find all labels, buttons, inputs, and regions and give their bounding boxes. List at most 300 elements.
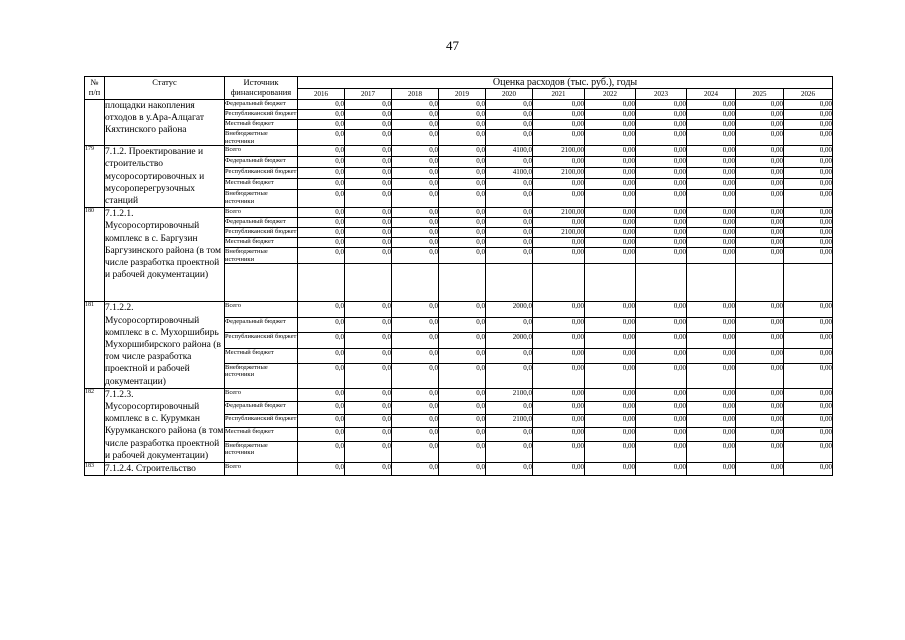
value-cell-2025: 0,00 <box>736 157 784 168</box>
value-cell-2026: 0,00 <box>784 168 833 179</box>
source-cell: Всего <box>225 388 298 401</box>
row-number: 180 <box>85 208 105 302</box>
blank-cell <box>345 264 392 302</box>
value-cell-2025: 0,00 <box>736 415 784 428</box>
value-cell-2026: 0,00 <box>784 415 833 428</box>
value-cell-2019: 0,0 <box>439 415 486 428</box>
value-cell-2024: 0,00 <box>687 110 736 120</box>
value-cell-2024: 0,00 <box>687 333 736 348</box>
source-cell: Внебюджетные источники <box>225 248 298 264</box>
value-cell-2020: 0,0 <box>486 363 533 388</box>
table-row <box>85 463 833 476</box>
source-cell: Федеральный бюджет <box>225 218 298 228</box>
value-cell-2023: 0,00 <box>636 441 687 462</box>
value-cell-2021: 0,00 <box>533 388 585 401</box>
value-cell-2018: 0,0 <box>392 146 439 157</box>
value-cell-2023: 0,00 <box>636 168 687 179</box>
source-cell: Внебюджетные источники <box>225 363 298 388</box>
value-cell-2026: 0,00 <box>784 218 833 228</box>
value-cell-2023: 0,00 <box>636 146 687 157</box>
value-cell-2021: 0,00 <box>533 110 585 120</box>
value-cell-2022: 0,00 <box>585 179 636 190</box>
value-cell-2025: 0,00 <box>736 228 784 238</box>
value-cell-2023: 0,00 <box>636 238 687 248</box>
value-cell-2018: 0,0 <box>392 130 439 146</box>
value-cell-2017: 0,0 <box>345 146 392 157</box>
value-cell-2019: 0,0 <box>439 228 486 238</box>
value-cell-2021: 0,00 <box>533 238 585 248</box>
value-cell-2017: 0,0 <box>345 120 392 130</box>
value-cell-2020: 0,0 <box>486 348 533 363</box>
value-cell-2025: 0,00 <box>736 130 784 146</box>
value-cell-2024: 0,00 <box>687 317 736 332</box>
status-cell: 7.1.2.2. Мусоросортировочный комплекс в с. Мухоршибирь Мухоршибирского района (в том числе разработка проектной и рабочей документации) <box>105 302 225 388</box>
value-cell-2023: 0,00 <box>636 100 687 110</box>
value-cell-2019: 0,0 <box>439 110 486 120</box>
value-cell-2021: 0,00 <box>533 317 585 332</box>
source-cell: Республиканский бюджет <box>225 415 298 428</box>
value-cell-2025: 0,00 <box>736 363 784 388</box>
value-cell-2017: 0,0 <box>345 463 392 476</box>
value-cell-2019: 0,0 <box>439 218 486 228</box>
value-cell-2024: 0,00 <box>687 218 736 228</box>
value-cell-2024: 0,00 <box>687 100 736 110</box>
value-cell-2021: 2100,00 <box>533 146 585 157</box>
value-cell-2023: 0,00 <box>636 157 687 168</box>
value-cell-2018: 0,0 <box>392 348 439 363</box>
source-cell: Внебюджетные источники <box>225 190 298 208</box>
source-cell: Республиканский бюджет <box>225 333 298 348</box>
blank-cell <box>687 264 736 302</box>
value-cell-2022: 0,00 <box>585 190 636 208</box>
value-cell-2021: 0,00 <box>533 302 585 317</box>
value-cell-2023: 0,00 <box>636 348 687 363</box>
value-cell-2019: 0,0 <box>439 146 486 157</box>
value-cell-2020: 2000,0 <box>486 333 533 348</box>
row-number: 179 <box>85 146 105 208</box>
value-cell-2024: 0,00 <box>687 463 736 476</box>
value-cell-2025: 0,00 <box>736 302 784 317</box>
value-cell-2020: 2100,0 <box>486 415 533 428</box>
value-cell-2016: 0,0 <box>298 130 345 146</box>
value-cell-2017: 0,0 <box>345 348 392 363</box>
year-header-2017: 2017 <box>345 89 392 100</box>
value-cell-2019: 0,0 <box>439 168 486 179</box>
source-cell: Внебюджетные источники <box>225 130 298 146</box>
value-cell-2021: 0,00 <box>533 333 585 348</box>
value-cell-2023: 0,00 <box>636 208 687 218</box>
value-cell-2023: 0,00 <box>636 415 687 428</box>
value-cell-2021: 0,00 <box>533 157 585 168</box>
value-cell-2016: 0,0 <box>298 428 345 441</box>
value-cell-2024: 0,00 <box>687 302 736 317</box>
value-cell-2020: 0,0 <box>486 190 533 208</box>
value-cell-2022: 0,00 <box>585 157 636 168</box>
value-cell-2019: 0,0 <box>439 388 486 401</box>
table-body <box>85 100 833 476</box>
value-cell-2021: 2100,00 <box>533 228 585 238</box>
value-cell-2021: 0,00 <box>533 363 585 388</box>
value-cell-2023: 0,00 <box>636 428 687 441</box>
value-cell-2022: 0,00 <box>585 441 636 462</box>
value-cell-2025: 0,00 <box>736 238 784 248</box>
year-header-2023: 2023 <box>636 89 687 100</box>
value-cell-2020: 0,0 <box>486 100 533 110</box>
value-cell-2024: 0,00 <box>687 238 736 248</box>
value-cell-2017: 0,0 <box>345 248 392 264</box>
value-cell-2018: 0,0 <box>392 388 439 401</box>
value-cell-2026: 0,00 <box>784 402 833 415</box>
value-cell-2024: 0,00 <box>687 415 736 428</box>
blank-cell <box>392 264 439 302</box>
value-cell-2022: 0,00 <box>585 168 636 179</box>
value-cell-2022: 0,00 <box>585 238 636 248</box>
value-cell-2018: 0,0 <box>392 168 439 179</box>
value-cell-2026: 0,00 <box>784 228 833 238</box>
value-cell-2025: 0,00 <box>736 100 784 110</box>
year-header-2020: 2020 <box>486 89 533 100</box>
source-cell: Местный бюджет <box>225 179 298 190</box>
value-cell-2021: 0,00 <box>533 463 585 476</box>
value-cell-2022: 0,00 <box>585 228 636 238</box>
value-cell-2017: 0,0 <box>345 179 392 190</box>
value-cell-2018: 0,0 <box>392 463 439 476</box>
value-cell-2022: 0,00 <box>585 463 636 476</box>
value-cell-2021: 0,00 <box>533 348 585 363</box>
value-cell-2023: 0,00 <box>636 388 687 401</box>
value-cell-2016: 0,0 <box>298 248 345 264</box>
row-number <box>85 100 105 146</box>
value-cell-2019: 0,0 <box>439 333 486 348</box>
value-cell-2017: 0,0 <box>345 402 392 415</box>
value-cell-2024: 0,00 <box>687 363 736 388</box>
value-cell-2016: 0,0 <box>298 168 345 179</box>
value-cell-2018: 0,0 <box>392 428 439 441</box>
value-cell-2026: 0,00 <box>784 157 833 168</box>
value-cell-2025: 0,00 <box>736 190 784 208</box>
value-cell-2019: 0,0 <box>439 179 486 190</box>
table-row <box>85 100 833 110</box>
value-cell-2016: 0,0 <box>298 157 345 168</box>
value-cell-2025: 0,00 <box>736 333 784 348</box>
value-cell-2021: 0,00 <box>533 218 585 228</box>
value-cell-2016: 0,0 <box>298 402 345 415</box>
value-cell-2023: 0,00 <box>636 248 687 264</box>
value-cell-2026: 0,00 <box>784 110 833 120</box>
col-header-status: Статус <box>105 77 225 100</box>
value-cell-2017: 0,0 <box>345 157 392 168</box>
value-cell-2023: 0,00 <box>636 179 687 190</box>
value-cell-2023: 0,00 <box>636 110 687 120</box>
value-cell-2019: 0,0 <box>439 317 486 332</box>
value-cell-2022: 0,00 <box>585 120 636 130</box>
value-cell-2024: 0,00 <box>687 441 736 462</box>
value-cell-2023: 0,00 <box>636 120 687 130</box>
value-cell-2021: 0,00 <box>533 248 585 264</box>
status-cell: 7.1.2.4. Строительство <box>105 463 225 476</box>
value-cell-2021: 2100,00 <box>533 208 585 218</box>
value-cell-2021: 0,00 <box>533 441 585 462</box>
value-cell-2026: 0,00 <box>784 238 833 248</box>
value-cell-2026: 0,00 <box>784 333 833 348</box>
value-cell-2020: 0,0 <box>486 110 533 120</box>
value-cell-2022: 0,00 <box>585 428 636 441</box>
value-cell-2020: 0,0 <box>486 238 533 248</box>
value-cell-2016: 0,0 <box>298 415 345 428</box>
value-cell-2018: 0,0 <box>392 402 439 415</box>
source-cell: Внебюджетные источники <box>225 441 298 462</box>
value-cell-2019: 0,0 <box>439 428 486 441</box>
blank-cell <box>585 264 636 302</box>
value-cell-2019: 0,0 <box>439 363 486 388</box>
value-cell-2019: 0,0 <box>439 190 486 208</box>
value-cell-2024: 0,00 <box>687 248 736 264</box>
value-cell-2023: 0,00 <box>636 333 687 348</box>
value-cell-2019: 0,0 <box>439 348 486 363</box>
blank-cell <box>636 264 687 302</box>
value-cell-2026: 0,00 <box>784 146 833 157</box>
blank-cell <box>784 264 833 302</box>
value-cell-2021: 0,00 <box>533 190 585 208</box>
row-number: 183 <box>85 463 105 476</box>
value-cell-2016: 0,0 <box>298 388 345 401</box>
value-cell-2016: 0,0 <box>298 179 345 190</box>
value-cell-2025: 0,00 <box>736 208 784 218</box>
year-header-2018: 2018 <box>392 89 439 100</box>
value-cell-2016: 0,0 <box>298 348 345 363</box>
value-cell-2016: 0,0 <box>298 363 345 388</box>
value-cell-2022: 0,00 <box>585 248 636 264</box>
row-number: 181 <box>85 302 105 388</box>
value-cell-2021: 0,00 <box>533 179 585 190</box>
value-cell-2022: 0,00 <box>585 333 636 348</box>
value-cell-2023: 0,00 <box>636 218 687 228</box>
value-cell-2023: 0,00 <box>636 402 687 415</box>
value-cell-2017: 0,0 <box>345 333 392 348</box>
value-cell-2025: 0,00 <box>736 120 784 130</box>
year-header-2021: 2021 <box>533 89 585 100</box>
value-cell-2021: 0,00 <box>533 402 585 415</box>
value-cell-2024: 0,00 <box>687 402 736 415</box>
value-cell-2017: 0,0 <box>345 428 392 441</box>
value-cell-2016: 0,0 <box>298 317 345 332</box>
value-cell-2020: 0,0 <box>486 441 533 462</box>
value-cell-2018: 0,0 <box>392 110 439 120</box>
value-cell-2022: 0,00 <box>585 146 636 157</box>
table-row <box>85 146 833 157</box>
value-cell-2023: 0,00 <box>636 130 687 146</box>
value-cell-2022: 0,00 <box>585 415 636 428</box>
value-cell-2026: 0,00 <box>784 441 833 462</box>
page-number: 47 <box>446 38 459 53</box>
value-cell-2020: 0,0 <box>486 208 533 218</box>
source-cell: Местный бюджет <box>225 238 298 248</box>
source-cell: Всего <box>225 463 298 476</box>
value-cell-2020: 2100,0 <box>486 388 533 401</box>
blank-cell <box>533 264 585 302</box>
source-cell: Всего <box>225 302 298 317</box>
value-cell-2016: 0,0 <box>298 100 345 110</box>
status-cell: 7.1.2.1. Мусоросортировочный комплекс в с. Баргузин Баргузинского района (в том числе разработка проектной и рабочей документации) <box>105 208 225 302</box>
value-cell-2016: 0,0 <box>298 110 345 120</box>
value-cell-2025: 0,00 <box>736 317 784 332</box>
value-cell-2018: 0,0 <box>392 120 439 130</box>
value-cell-2024: 0,00 <box>687 190 736 208</box>
blank-cell <box>486 264 533 302</box>
value-cell-2025: 0,00 <box>736 463 784 476</box>
source-cell: Местный бюджет <box>225 428 298 441</box>
source-cell: Федеральный бюджет <box>225 402 298 415</box>
value-cell-2017: 0,0 <box>345 228 392 238</box>
year-header-2019: 2019 <box>439 89 486 100</box>
year-header-2025: 2025 <box>736 89 784 100</box>
value-cell-2017: 0,0 <box>345 190 392 208</box>
source-cell: Местный бюджет <box>225 348 298 363</box>
value-cell-2025: 0,00 <box>736 348 784 363</box>
value-cell-2020: 0,0 <box>486 228 533 238</box>
blank-cell <box>298 264 345 302</box>
value-cell-2019: 0,0 <box>439 248 486 264</box>
value-cell-2025: 0,00 <box>736 168 784 179</box>
value-cell-2018: 0,0 <box>392 238 439 248</box>
value-cell-2022: 0,00 <box>585 388 636 401</box>
value-cell-2017: 0,0 <box>345 302 392 317</box>
value-cell-2024: 0,00 <box>687 179 736 190</box>
value-cell-2022: 0,00 <box>585 317 636 332</box>
value-cell-2021: 0,00 <box>533 100 585 110</box>
value-cell-2021: 0,00 <box>533 428 585 441</box>
value-cell-2019: 0,0 <box>439 302 486 317</box>
value-cell-2020: 0,0 <box>486 428 533 441</box>
value-cell-2019: 0,0 <box>439 238 486 248</box>
value-cell-2019: 0,0 <box>439 208 486 218</box>
value-cell-2026: 0,00 <box>784 130 833 146</box>
value-cell-2025: 0,00 <box>736 248 784 264</box>
value-cell-2026: 0,00 <box>784 388 833 401</box>
year-header-2024: 2024 <box>687 89 736 100</box>
value-cell-2022: 0,00 <box>585 110 636 120</box>
value-cell-2020: 0,0 <box>486 317 533 332</box>
value-cell-2024: 0,00 <box>687 146 736 157</box>
value-cell-2022: 0,00 <box>585 363 636 388</box>
value-cell-2026: 0,00 <box>784 120 833 130</box>
value-cell-2026: 0,00 <box>784 248 833 264</box>
value-cell-2018: 0,0 <box>392 218 439 228</box>
value-cell-2024: 0,00 <box>687 168 736 179</box>
col-header-estimate: Оценка расходов (тыс. руб.), годы <box>298 77 833 89</box>
table-row <box>85 388 833 401</box>
value-cell-2017: 0,0 <box>345 363 392 388</box>
value-cell-2018: 0,0 <box>392 248 439 264</box>
table-row <box>85 208 833 218</box>
value-cell-2023: 0,00 <box>636 317 687 332</box>
source-cell: Местный бюджет <box>225 120 298 130</box>
value-cell-2020: 0,0 <box>486 130 533 146</box>
source-cell: Федеральный бюджет <box>225 317 298 332</box>
value-cell-2018: 0,0 <box>392 157 439 168</box>
value-cell-2018: 0,0 <box>392 363 439 388</box>
value-cell-2016: 0,0 <box>298 302 345 317</box>
value-cell-2023: 0,00 <box>636 302 687 317</box>
value-cell-2022: 0,00 <box>585 302 636 317</box>
value-cell-2020: 0,0 <box>486 402 533 415</box>
value-cell-2022: 0,00 <box>585 100 636 110</box>
value-cell-2025: 0,00 <box>736 441 784 462</box>
value-cell-2016: 0,0 <box>298 120 345 130</box>
value-cell-2020: 0,0 <box>486 157 533 168</box>
value-cell-2025: 0,00 <box>736 402 784 415</box>
value-cell-2026: 0,00 <box>784 348 833 363</box>
value-cell-2024: 0,00 <box>687 157 736 168</box>
value-cell-2018: 0,0 <box>392 190 439 208</box>
value-cell-2019: 0,0 <box>439 441 486 462</box>
status-cell: 7.1.2.3. Мусоросортировочный комплекс в с. Курумкан Курумканского района (в том числе разработка проектной и рабочей документации) <box>105 389 224 461</box>
source-cell: Федеральный бюджет <box>225 157 298 168</box>
value-cell-2020: 4100,0 <box>486 168 533 179</box>
value-cell-2017: 0,0 <box>345 415 392 428</box>
value-cell-2016: 0,0 <box>298 146 345 157</box>
year-header-2016: 2016 <box>298 89 345 100</box>
col-header-number: № п/п <box>85 77 105 100</box>
value-cell-2024: 0,00 <box>687 388 736 401</box>
value-cell-2022: 0,00 <box>585 218 636 228</box>
value-cell-2024: 0,00 <box>687 208 736 218</box>
value-cell-2020: 0,0 <box>486 248 533 264</box>
budget-table <box>84 76 833 476</box>
value-cell-2018: 0,0 <box>392 179 439 190</box>
value-cell-2016: 0,0 <box>298 208 345 218</box>
value-cell-2016: 0,0 <box>298 441 345 462</box>
source-cell: Республиканский бюджет <box>225 168 298 179</box>
value-cell-2021: 0,00 <box>533 415 585 428</box>
value-cell-2019: 0,0 <box>439 120 486 130</box>
year-header-2022: 2022 <box>585 89 636 100</box>
value-cell-2022: 0,00 <box>585 402 636 415</box>
value-cell-2026: 0,00 <box>784 208 833 218</box>
value-cell-2017: 0,0 <box>345 317 392 332</box>
value-cell-2018: 0,0 <box>392 228 439 238</box>
value-cell-2018: 0,0 <box>392 333 439 348</box>
status-cell: площадки накопления отходов в у.Ара-Алцагат Кяхтинского района <box>105 100 225 146</box>
blank-cell <box>439 264 486 302</box>
value-cell-2025: 0,00 <box>736 179 784 190</box>
value-cell-2022: 0,00 <box>585 348 636 363</box>
value-cell-2024: 0,00 <box>687 348 736 363</box>
value-cell-2016: 0,0 <box>298 333 345 348</box>
blank-cell <box>736 264 784 302</box>
year-header-2026: 2026 <box>784 89 833 100</box>
value-cell-2017: 0,0 <box>345 110 392 120</box>
value-cell-2018: 0,0 <box>392 208 439 218</box>
value-cell-2016: 0,0 <box>298 190 345 208</box>
source-cell: Всего <box>225 208 298 218</box>
value-cell-2024: 0,00 <box>687 428 736 441</box>
value-cell-2020: 4100,0 <box>486 146 533 157</box>
source-cell: Республиканский бюджет <box>225 110 298 120</box>
source-cell: Всего <box>225 146 298 157</box>
value-cell-2018: 0,0 <box>392 100 439 110</box>
value-cell-2020: 2000,0 <box>486 302 533 317</box>
value-cell-2024: 0,00 <box>687 228 736 238</box>
value-cell-2025: 0,00 <box>736 146 784 157</box>
value-cell-2021: 2100,00 <box>533 168 585 179</box>
table-row <box>85 302 833 317</box>
value-cell-2026: 0,00 <box>784 100 833 110</box>
value-cell-2017: 0,0 <box>345 441 392 462</box>
value-cell-2021: 0,00 <box>533 120 585 130</box>
source-cell: Республиканский бюджет <box>225 228 298 238</box>
status-cell: 7.1.2. Проектирование и строительство мусоросортировочных и мусороперегрузочных станций <box>105 146 225 208</box>
